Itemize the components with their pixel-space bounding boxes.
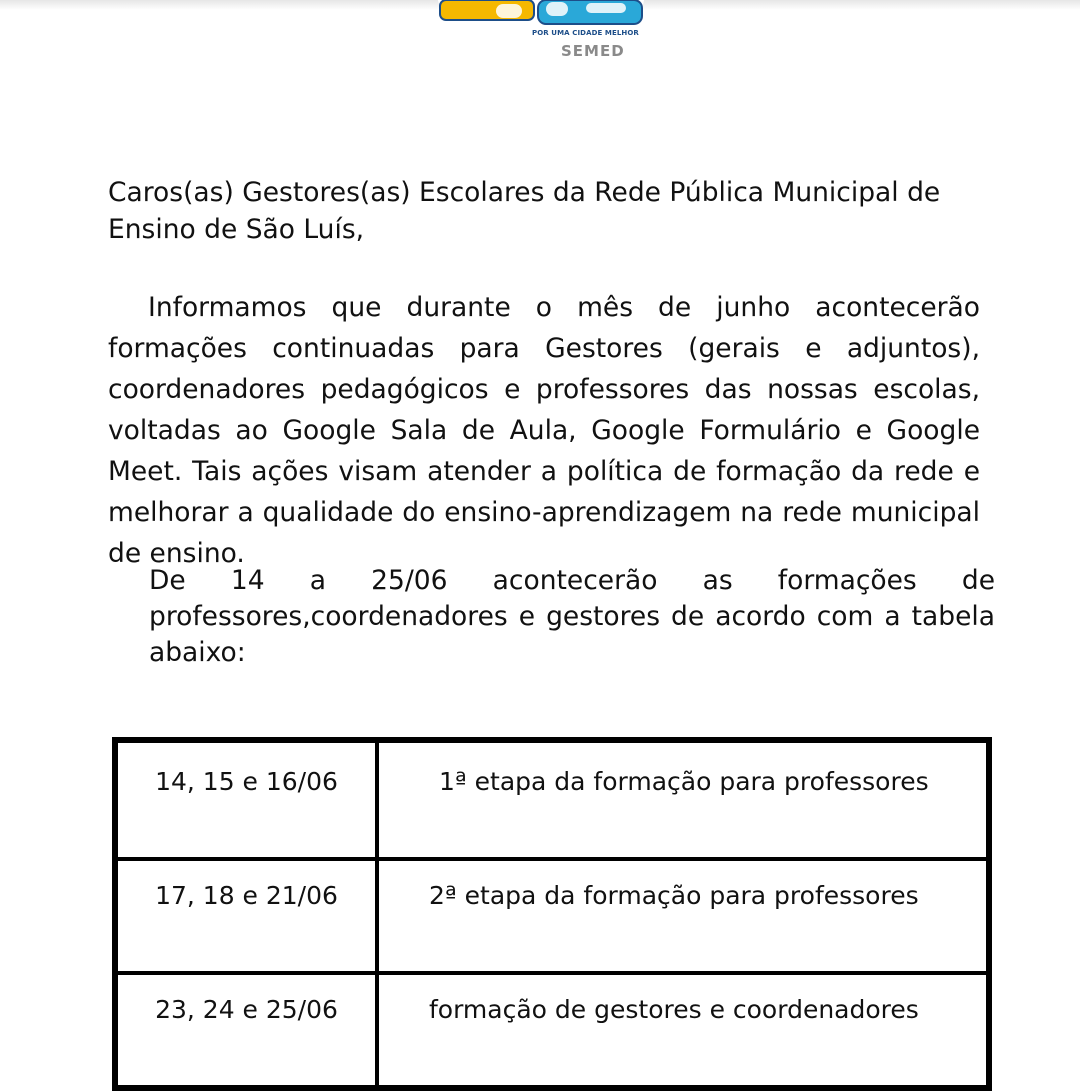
table-cell-dates: 23, 24 e 25/06 [115,973,377,1088]
table-cell-dates: 17, 18 e 21/06 [115,859,377,973]
table-cell-dates: 14, 15 e 16/06 [115,740,377,859]
table-cell-description: 1ª etapa da formação para professores [377,740,989,859]
logo-slogan: POR UMA CIDADE MELHOR [532,29,639,37]
table-row [115,973,989,1088]
letter-greeting: Caros(as) Gestores(as) Escolares da Rede Pública Municipal de Ensino de São Luís, [108,177,941,245]
schedule-table [112,737,992,1091]
letter-intro-paragraph: Informamos que durante o mês de junho acontecerão formações continuadas para Gestores (gerais e adjuntos), coordenadores pedagógicos e professores das nossas escolas, voltadas ao Google Sala de Aula, Google Formulário e Google Meet. Tais ações visam atender a política de formação da rede e melhorar a qualidade do ensino-aprendizagem na rede municipal de ensino. [108,292,980,569]
table-row [115,740,989,859]
sao-luis-logo-icon [436,0,646,28]
header-logo [436,0,646,62]
department-name: SEMED [561,42,625,60]
table-cell-description: formação de gestores e coordenadores [377,973,989,1088]
table-cell-description: 2ª etapa da formação para professores [377,859,989,973]
table-row [115,859,989,973]
schedule-intro-paragraph: De 14 a 25/06 acontecerão as formações de professores,coordenadores e gestores de acordo com a tabela abaixo: [149,565,995,668]
